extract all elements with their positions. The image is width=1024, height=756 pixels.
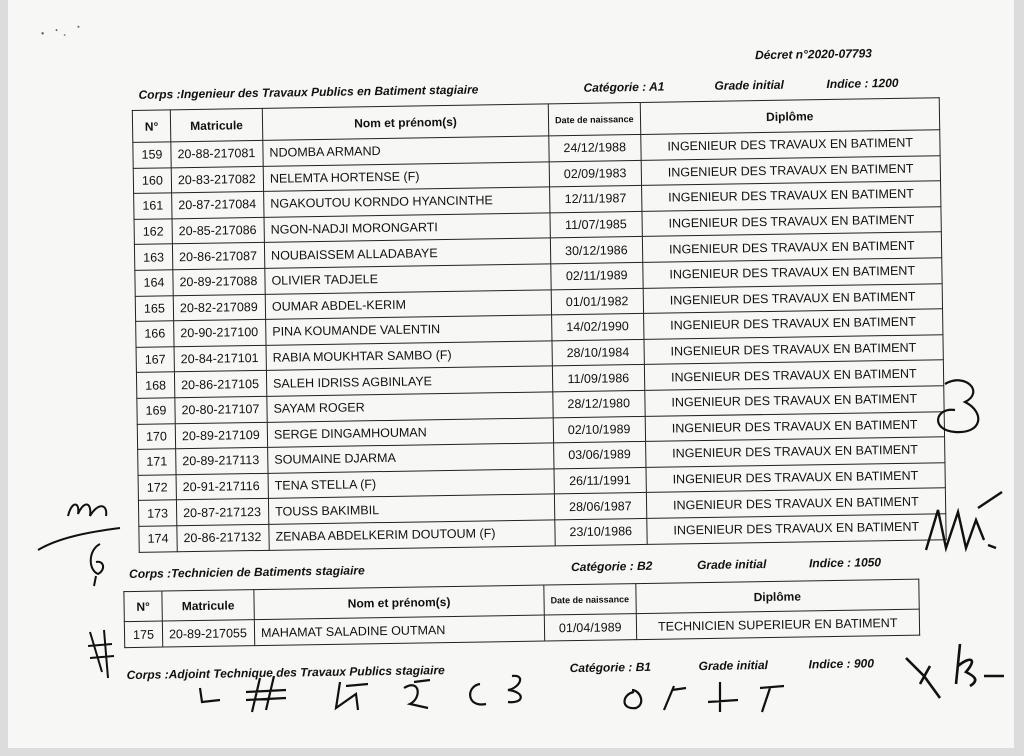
cell-matricule: 20-80-217107 <box>175 396 267 423</box>
cell-num: 165 <box>135 295 173 321</box>
cell-num: 163 <box>134 244 172 270</box>
cell-matricule: 20-86-217087 <box>172 243 264 270</box>
cell-diploma: INGENIEUR DES TRAVAUX EN BATIMENT <box>642 207 942 237</box>
cell-diploma: INGENIEUR DES TRAVAUX EN BATIMENT <box>640 130 940 160</box>
cell-num: 170 <box>137 423 175 449</box>
header-name: Nom et prénom(s) <box>262 104 548 140</box>
cell-diploma: INGENIEUR DES TRAVAUX EN BATIMENT <box>646 462 946 492</box>
cell-dob: 23/10/1986 <box>555 518 647 545</box>
cell-matricule: 20-84-217101 <box>174 345 266 372</box>
agents-table-ingenieurs <box>132 97 947 552</box>
header-dob: Date de naissance <box>548 102 640 135</box>
cell-matricule: 20-89-217088 <box>173 268 265 295</box>
grade-initial: Grade initial <box>714 77 784 93</box>
cell-dob: 26/11/1991 <box>554 467 646 494</box>
cell-name: PINA KOUMANDE VALENTIN <box>266 315 552 345</box>
cell-name: OLIVIER TADJELE <box>265 264 551 294</box>
cell-num: 160 <box>133 167 171 193</box>
handwritten-signature-left-1 <box>28 490 128 560</box>
corps-title: Corps :Adjoint Technique des Travaux Publics stagiaire <box>126 663 445 683</box>
cell-matricule: 20-89-217055 <box>162 620 254 647</box>
cell-matricule: 20-89-217109 <box>175 422 267 449</box>
cell-name: MAHAMAT SALADINE OUTMAN <box>254 615 544 646</box>
header-diploma: Diplôme <box>640 98 940 135</box>
indice: Indice : 1200 <box>826 75 899 92</box>
cell-dob: 28/10/1984 <box>552 339 644 366</box>
categorie: Catégorie : B2 <box>570 558 653 575</box>
header-num: N° <box>124 591 162 622</box>
cell-dob: 02/09/1983 <box>549 160 641 187</box>
cell-dob: 02/10/1989 <box>553 416 645 443</box>
grade-initial: Grade initial <box>696 557 767 573</box>
cell-matricule: 20-86-217105 <box>174 371 266 398</box>
cell-num: 168 <box>136 372 174 398</box>
cell-diploma: INGENIEUR DES TRAVAUX EN BATIMENT <box>646 514 946 544</box>
cell-diploma: INGENIEUR DES TRAVAUX EN BATIMENT <box>646 488 946 518</box>
cell-dob: 28/06/1987 <box>554 493 646 520</box>
cell-diploma: INGENIEUR DES TRAVAUX EN BATIMENT <box>645 437 945 467</box>
cell-num: 162 <box>134 219 172 245</box>
cell-name: SERGE DINGAMHOUMAN <box>267 417 553 447</box>
cell-matricule: 20-85-217086 <box>172 217 264 244</box>
cell-diploma: INGENIEUR DES TRAVAUX EN BATIMENT <box>642 258 942 288</box>
section-2-header <box>129 555 909 583</box>
cell-name: ZENABA ABDELKERIM DOUTOUM (F) <box>269 520 555 550</box>
cell-dob: 28/12/1980 <box>553 390 645 417</box>
cell-matricule: 20-87-217084 <box>172 192 264 219</box>
cell-dob: 01/04/1989 <box>544 614 636 641</box>
cell-matricule: 20-86-217132 <box>177 524 269 551</box>
handwritten-signature-right-3 <box>900 636 1010 706</box>
cell-name: SOUMAINE DJARMA <box>268 443 554 473</box>
cell-dob: 30/12/1986 <box>550 237 642 264</box>
cell-diploma: INGENIEUR DES TRAVAUX EN BATIMENT <box>644 334 944 364</box>
scan-specks <box>34 21 94 42</box>
cell-diploma: INGENIEUR DES TRAVAUX EN BATIMENT <box>644 386 944 416</box>
cell-matricule: 20-90-217100 <box>174 320 266 347</box>
cell-matricule: 20-89-217113 <box>176 447 268 474</box>
cell-matricule: 20-91-217116 <box>176 473 268 500</box>
cell-name: NGON-NADJI MORONGARTI <box>264 213 550 243</box>
cell-matricule: 20-83-217082 <box>171 166 263 193</box>
cell-diploma: TECHNICIEN SUPERIEUR EN BATIMENT <box>636 609 920 639</box>
cell-matricule: 20-82-217089 <box>173 294 265 321</box>
cell-name: TOUSS BAKIMBIL <box>268 494 554 524</box>
cell-dob: 11/07/1985 <box>550 211 642 238</box>
grade-initial: Grade initial <box>698 658 769 674</box>
cell-diploma: INGENIEUR DES TRAVAUX EN BATIMENT <box>642 232 942 262</box>
cell-num: 173 <box>138 500 176 526</box>
cell-diploma: INGENIEUR DES TRAVAUX EN BATIMENT <box>643 283 943 313</box>
cell-dob: 14/02/1990 <box>552 314 644 341</box>
header-dob: Date de naissance <box>544 584 636 615</box>
corps-title: Corps :Technicien de Batiments stagiaire <box>128 563 365 582</box>
header-name: Nom et prénom(s) <box>254 585 544 620</box>
cell-num: 171 <box>138 449 176 475</box>
cell-dob: 12/11/1987 <box>550 186 642 213</box>
cell-dob: 11/09/1986 <box>552 365 644 392</box>
cell-num: 164 <box>135 270 173 296</box>
cell-num: 174 <box>139 526 177 552</box>
header-num: N° <box>132 110 170 143</box>
cell-num: 169 <box>137 398 175 424</box>
cell-name: NOUBAISSEM ALLADABAYE <box>264 238 550 268</box>
cell-dob: 03/06/1989 <box>554 442 646 469</box>
cell-num: 172 <box>138 475 176 501</box>
cell-diploma: INGENIEUR DES TRAVAUX EN BATIMENT <box>641 181 941 211</box>
indice: Indice : 900 <box>808 656 875 672</box>
cell-dob: 24/12/1988 <box>549 134 641 161</box>
cell-num: 167 <box>136 347 174 373</box>
cell-dob: 01/01/1982 <box>551 288 643 315</box>
cell-diploma: INGENIEUR DES TRAVAUX EN BATIMENT <box>645 411 945 441</box>
cell-name: RABIA MOUKHTAR SAMBO (F) <box>266 341 552 371</box>
handwritten-signature-right-2 <box>918 490 1008 570</box>
cell-name: TENA STELLA (F) <box>268 469 554 499</box>
cell-diploma: INGENIEUR DES TRAVAUX EN BATIMENT <box>641 155 941 185</box>
header-matricule: Matricule <box>162 590 254 621</box>
categorie: Catégorie : A1 <box>583 79 665 95</box>
cell-name: SAYAM ROGER <box>267 392 553 422</box>
cell-matricule: 20-87-217123 <box>176 499 268 526</box>
agents-table-techniciens <box>123 579 920 648</box>
cell-name: NELEMTA HORTENSE (F) <box>263 161 549 191</box>
cell-dob: 02/11/1989 <box>551 262 643 289</box>
decree-number: Décret n°2020-07793 <box>754 46 873 63</box>
cell-diploma: INGENIEUR DES TRAVAUX EN BATIMENT <box>644 360 944 390</box>
cell-num: 159 <box>133 142 171 168</box>
corps-title: Corps :Ingenieur des Travaux Publics en Batiment stagiaire <box>138 82 479 102</box>
cell-diploma: INGENIEUR DES TRAVAUX EN BATIMENT <box>643 309 943 339</box>
cell-name: NGAKOUTOU KORNDO HYANCINTHE <box>264 187 550 217</box>
cell-num: 161 <box>134 193 172 219</box>
header-diploma: Diplôme <box>635 579 919 613</box>
cell-matricule: 20-88-217081 <box>171 140 263 167</box>
handwritten-initial-left-3 <box>82 622 122 682</box>
cell-name: NDOMBA ARMAND <box>263 136 549 166</box>
cell-num: 175 <box>124 621 162 648</box>
handwritten-signatures-bottom <box>190 668 790 728</box>
indice: Indice : 1050 <box>808 555 882 571</box>
header-matricule: Matricule <box>170 108 262 141</box>
handwritten-initial-right-1 <box>925 372 995 442</box>
cell-name: OUMAR ABDEL-KERIM <box>265 289 551 319</box>
categorie: Catégorie : B1 <box>569 659 652 676</box>
handwritten-initial-left-2 <box>82 540 112 590</box>
cell-name: SALEH IDRISS AGBINLAYE <box>266 366 552 396</box>
cell-num: 166 <box>136 321 174 347</box>
